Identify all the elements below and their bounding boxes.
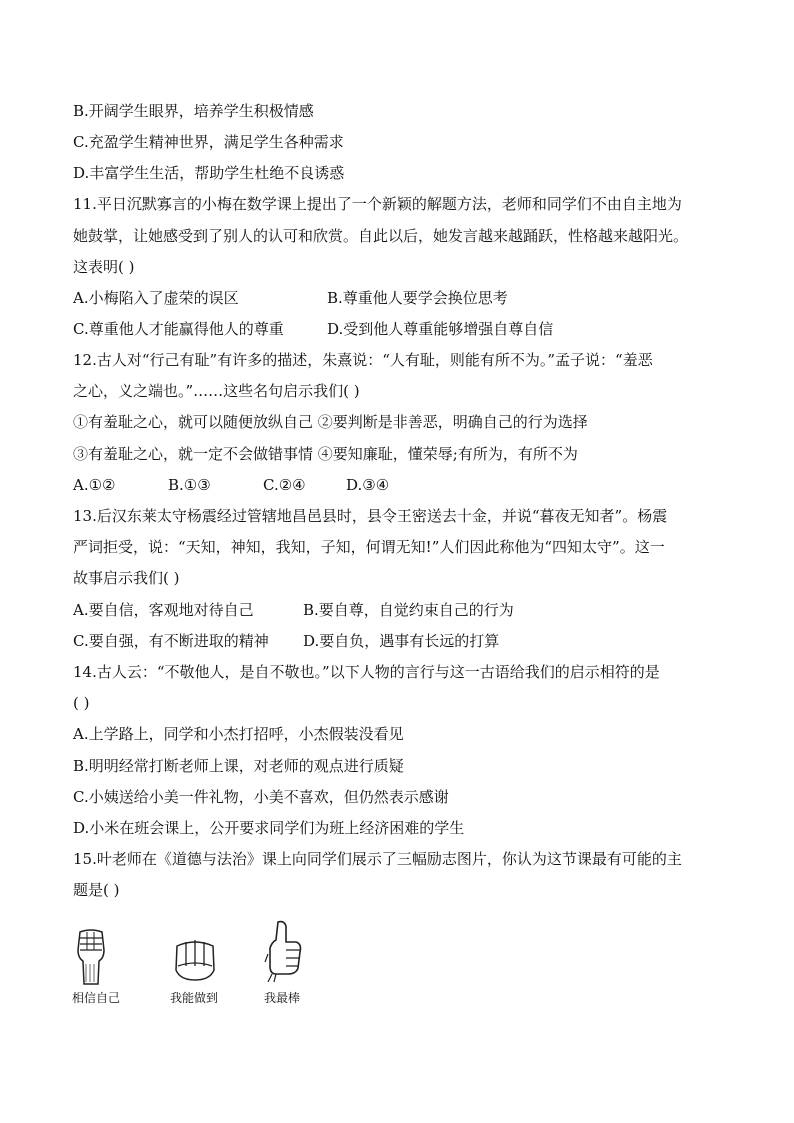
q12-option-b: B.①③	[168, 476, 211, 494]
q10-option-c: C.充盈学生精神世界，满足学生各种需求	[73, 133, 344, 151]
q15-stem-line1: 15.叶老师在《道德与法治》课上向同学们展示了三幅励志图片，你认为这节课最有可能的主	[73, 850, 682, 868]
q14-option-a: A.上学路上，同学和小杰打招呼，小杰假装没看见	[73, 725, 404, 743]
q11-option-c: C.尊重他人才能赢得他人的尊重	[73, 320, 284, 338]
q13-stem-line3: 故事启示我们( )	[73, 569, 180, 587]
q14-option-c: C.小姨送给小美一件礼物，小美不喜欢，但仍然表示感谢	[73, 788, 449, 806]
q12-stem-line2: 之心，义之端也。”……这些名句启示我们( )	[73, 382, 360, 400]
q13-option-a: A.要自信，客观地对待自己	[73, 601, 254, 619]
q11-options-row1	[73, 288, 508, 308]
q12-options	[73, 475, 389, 495]
raised-fist-icon	[74, 928, 108, 986]
q10-option-b: B.开阔学生眼界，培养学生积极情感	[73, 102, 314, 120]
q14-option-b: B.明明经常打断老师上课，对老师的观点进行质疑	[73, 757, 404, 775]
q12-option-a: A.①②	[73, 476, 116, 494]
q12-option-c: C.②④	[263, 476, 306, 494]
q11-stem-line1: 11.平日沉默寡言的小梅在数学课上提出了一个新颖的解题方法，老师和同学们不由自主地为	[73, 195, 682, 213]
q14-stem-line2: ( )	[73, 694, 90, 712]
caption-i-am-the-best: 我最棒	[264, 991, 301, 1005]
q12-statements-3-4: ③有羞耻之心，就一定不会做错事情 ④要知廉耻，懂荣辱;有所为，有所不为	[73, 445, 578, 463]
q11-option-a: A.小梅陷入了虚荣的误区	[73, 289, 239, 307]
q13-options-row2	[73, 631, 499, 651]
q13-option-b: B.要自尊，自觉约束自己的行为	[303, 601, 514, 619]
thumbs-up-icon	[264, 918, 304, 984]
q13-stem-line2: 严词拒受，说：“天知，神知，我知，子知，何谓无知!”人们因此称他为“四知太守”。这一	[73, 538, 665, 556]
q11-stem-line2: 她鼓掌，让她感受到了别人的认可和欣赏。自此以后，她发言越来越踊跃，性格越来越阳光。	[73, 227, 689, 245]
q12-option-d: D.③④	[346, 476, 390, 494]
caption-believe-yourself: 相信自己	[72, 991, 121, 1005]
q13-stem-line1: 13.后汉东莱太守杨震经过管辖地昌邑县时，县令王密送去十金，并说“暮夜无知者”。杨震	[73, 507, 668, 525]
q11-option-d: D.受到他人尊重能够增强自尊自信	[327, 320, 554, 338]
q15-stem-line2: 题是( )	[73, 881, 120, 899]
fist-front-icon	[172, 936, 218, 982]
q12-statements-1-2: ①有羞耻之心，就可以随便放纵自己 ②要判断是非善恶，明确自己的行为选择	[73, 413, 588, 431]
q11-options-row2	[73, 319, 553, 339]
q11-option-b: B.尊重他人要学会换位思考	[327, 289, 508, 307]
q13-option-c: C.要自强，有不断进取的精神	[73, 632, 269, 650]
q11-stem-line3: 这表明( )	[73, 258, 135, 276]
caption-i-can-do-it: 我能做到	[170, 991, 219, 1005]
q14-option-d: D.小米在班会课上，公开要求同学们为班上经济困难的学生	[73, 819, 465, 837]
q10-option-d: D.丰富学生生活，帮助学生杜绝不良诱惑	[73, 164, 345, 182]
q13-option-d: D.要自负，遇事有长远的打算	[303, 632, 500, 650]
q13-options-row1	[73, 600, 514, 620]
q14-stem-line1: 14.古人云：“不敬他人，是自不敬也。”以下人物的言行与这一古语给我们的启示相符的是	[73, 663, 660, 681]
q12-stem-line1: 12.古人对“行己有耻”有许多的描述，朱熹说：“人有耻，则能有所不为。”孟子说：“羞恶	[73, 351, 653, 369]
